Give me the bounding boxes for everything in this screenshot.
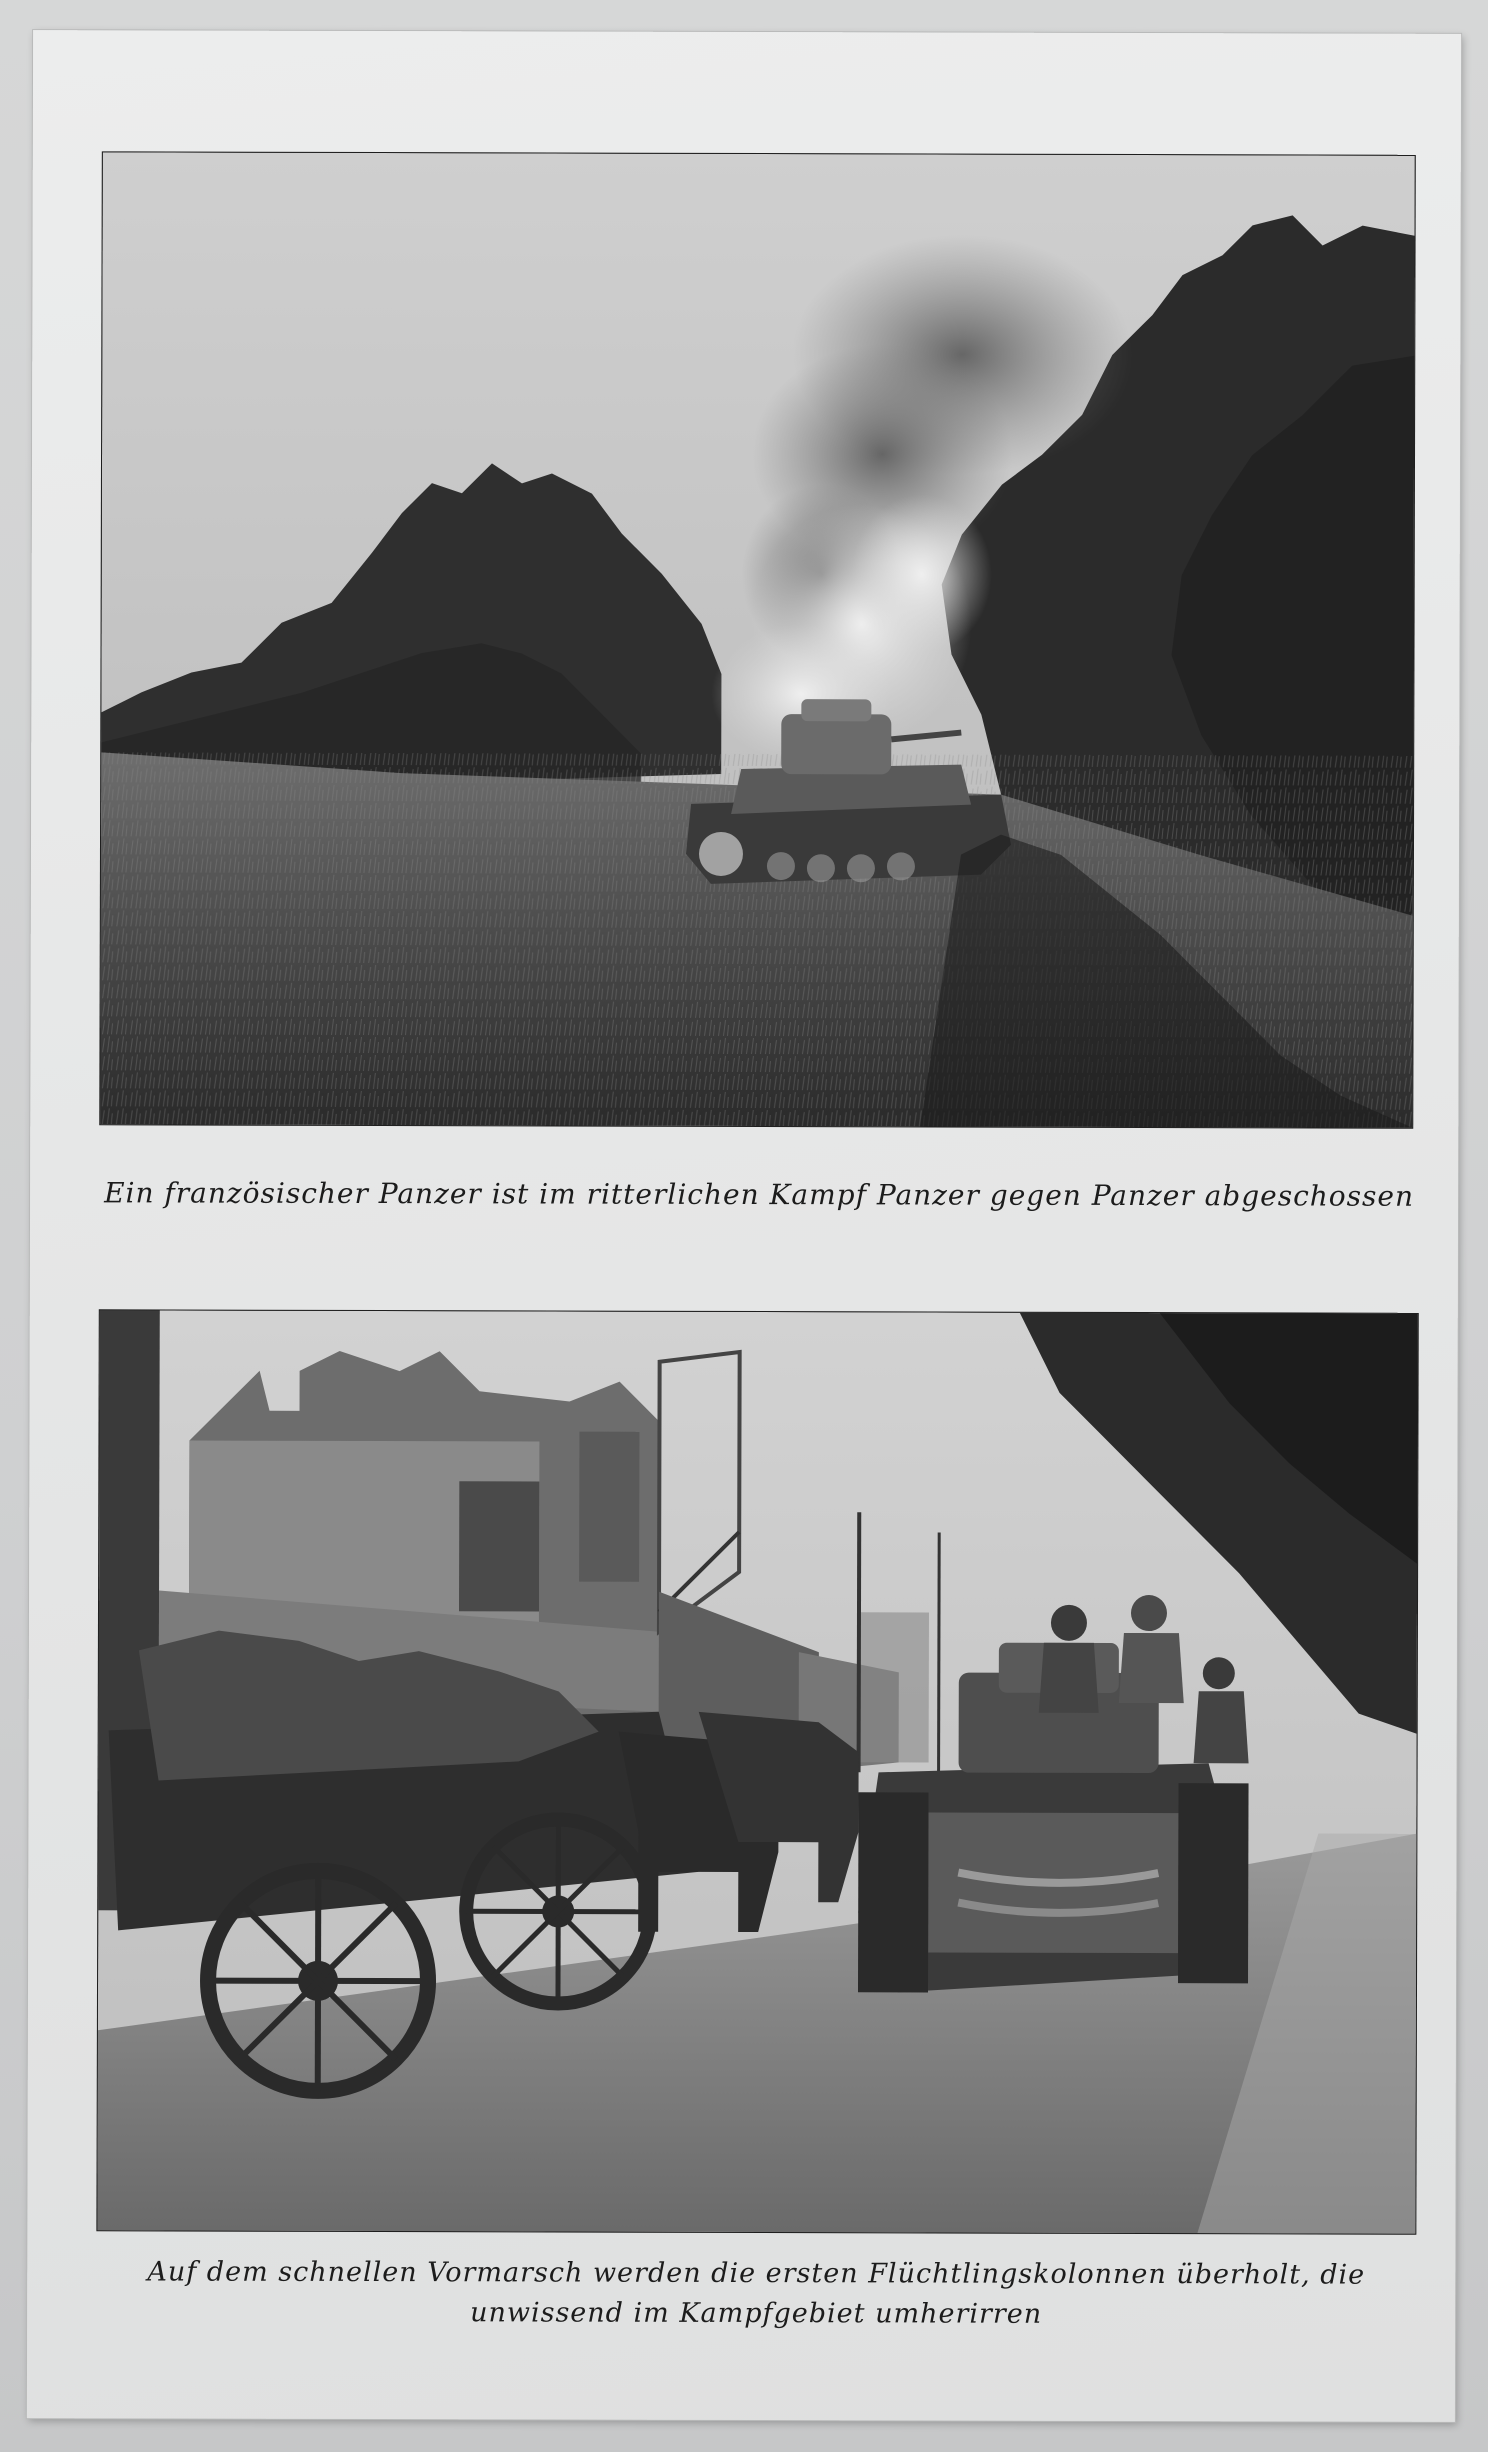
photo-tank-and-wagon-image [97, 1310, 1417, 2233]
photo-burning-tank [100, 152, 1415, 1127]
book-page [27, 30, 1461, 2422]
caption-bottom-line-1: Auf dem schnellen Vormarsch werden die ersten Flüchtlingskolonnen überholt, die [147, 2256, 1366, 2291]
caption-top: Ein französischer Panzer ist im ritterlichen Kampf Panzer gegen Panzer abgeschossen [104, 1176, 1415, 1213]
caption-bottom [97, 2252, 1415, 2335]
photo-burning-tank-image [100, 152, 1415, 1127]
photo-tank-and-wagon [97, 1310, 1417, 2233]
caption-bottom-line-2: unwissend im Kampfgebiet umherirren [470, 2297, 1043, 2330]
